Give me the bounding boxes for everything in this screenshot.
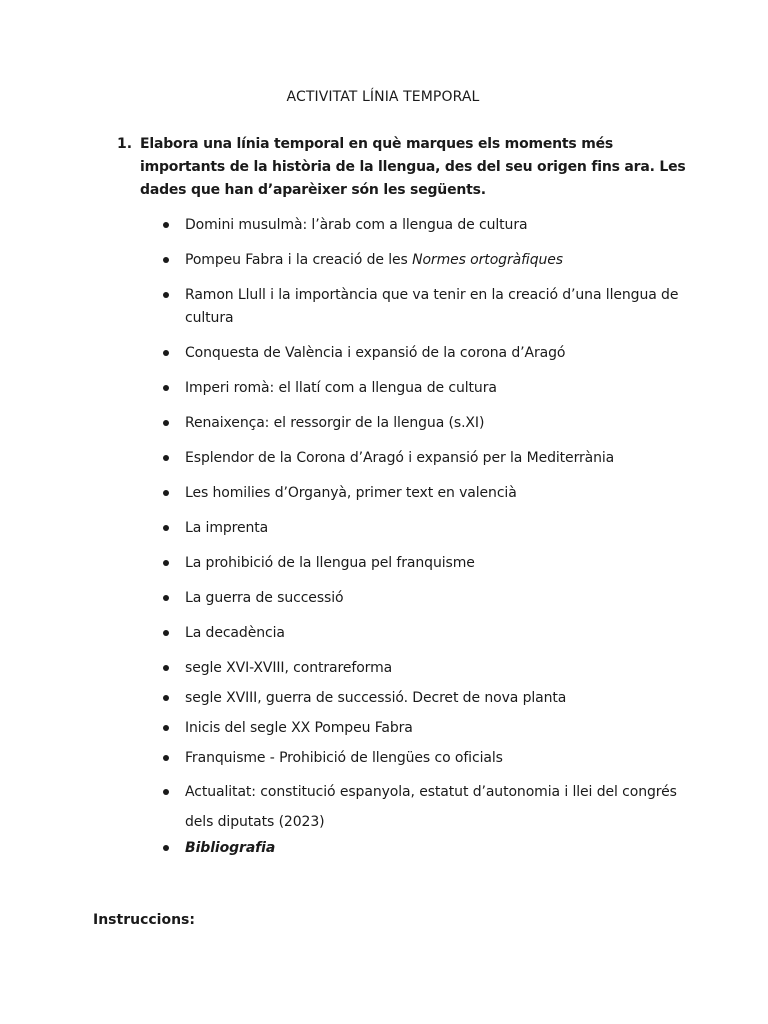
bullet-icon [163,755,169,761]
list-item: Esplendor de la Corona d’Aragó i expansió per la Mediterrània [160,447,690,470]
bullet-icon [163,292,169,298]
page-title: ACTIVITAT LÍNIA TEMPORAL [286,89,480,105]
bullet-icon [163,630,169,636]
list-item: Les homilies d’Organyà, primer text en valencià [160,482,690,505]
bullet-icon [163,420,169,426]
list-item: Inicis del segle XX Pompeu Fabra [160,717,690,740]
list-item: Bibliografia [160,837,690,860]
bullet-icon [163,789,169,795]
list-item: Conquesta de València i expansió de la corona d’Aragó [160,342,690,365]
question-number: 1. [117,136,133,152]
bullet-icon [163,695,169,701]
bullet-icon [163,490,169,496]
topics-list [160,214,690,860]
bullet-icon [163,665,169,671]
list-item: segle XVI-XVIII, contrareforma [160,657,690,680]
bullet-icon [163,222,169,228]
list-item: Pompeu Fabra i la creació de les Normes ortogràfiques [160,249,690,272]
bullet-icon [163,725,169,731]
instructions-heading: Instruccions: [93,912,195,928]
bullet-icon [163,595,169,601]
list-item: La prohibició de la llengua pel franquisme [160,552,690,575]
question-1 [117,133,687,202]
bullet-icon [163,257,169,263]
italic-title: Normes ortogràfiques [412,252,563,268]
list-item: Franquisme - Prohibició de llengües co oficials [160,747,690,770]
list-item: Actualitat: constitució espanyola, estatut d’autonomia i llei del congrés dels diputats (2023) [160,777,690,837]
list-item: Imperi romà: el llatí com a llengua de cultura [160,377,690,400]
list-item: La imprenta [160,517,690,540]
bullet-icon [163,385,169,391]
list-item: Ramon Llull i la importància que va tenir en la creació d’una llengua de cultura [160,284,690,330]
bullet-icon [163,525,169,531]
bullet-icon [163,350,169,356]
list-item: Domini musulmà: l’àrab com a llengua de cultura [160,214,690,237]
bullet-icon [163,560,169,566]
bullet-icon [163,455,169,461]
list-item: segle XVIII, guerra de successió. Decret de nova planta [160,687,690,710]
bullet-icon [163,845,169,851]
list-item: Renaixença: el ressorgir de la llengua (s.XI) [160,412,690,435]
list-item: La decadència [160,622,690,645]
list-item: La guerra de successió [160,587,690,610]
question-text: Elabora una línia temporal en què marques els moments més importants de la història de la llengua, des del seu origen fins ara. Les dades que han d’aparèixer són les següents. [140,136,686,198]
